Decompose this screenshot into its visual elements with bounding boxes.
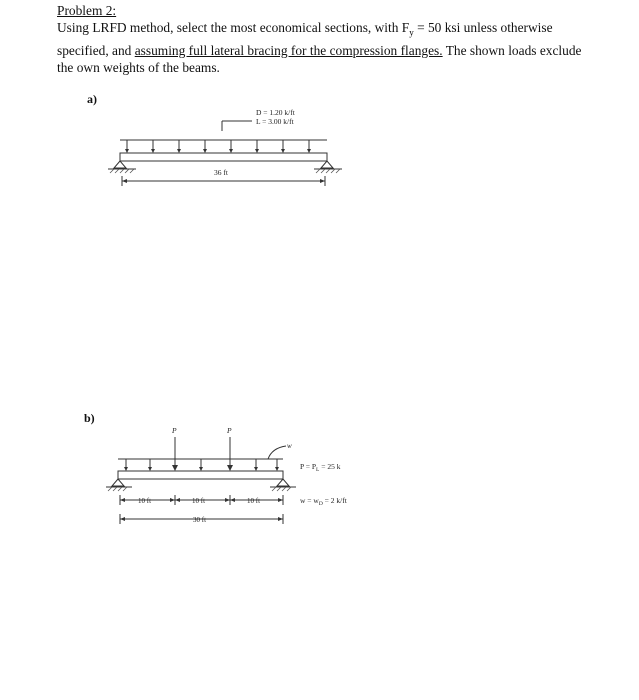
w-value-label: $w = w_D = 2$ k/ft [300, 496, 347, 507]
problem-title: Problem 2: [57, 3, 117, 18]
problem-line-1-end: = 50 ksi unless otherwise [413, 20, 553, 35]
total-span-label: 30 ft [193, 516, 207, 524]
problem-line-2-pre: specified, and [57, 42, 135, 58]
point-load-label-2: P [227, 426, 232, 435]
segment-1-label: 10 ft [138, 497, 152, 505]
problem-line-3: the own weights of the beams. [57, 59, 220, 75]
part-a-label: a) [87, 92, 97, 106]
bracing-assumption: assuming full lateral bracing for the compression flanges. [134, 42, 443, 58]
span-label-a: 36 ft [214, 168, 228, 177]
problem-line-1: Using LRFD method, select the most economical sections, with F [57, 20, 410, 35]
p-value-label: $P = P_L = 25$ k [300, 462, 341, 473]
w-label: w [287, 442, 292, 450]
live-load-label: L = 3.00 k/ft [256, 117, 294, 126]
problem-line-2-post: The shown loads exclude [442, 42, 582, 58]
segment-3-label: 10 ft [247, 497, 261, 505]
point-load-label-1: P [172, 426, 177, 435]
segment-2-label: 10 ft [192, 497, 206, 505]
dead-load-label: D = 1.20 k/ft [256, 108, 295, 117]
fy-subscript: y [409, 27, 414, 38]
part-b-label: b) [84, 411, 95, 425]
